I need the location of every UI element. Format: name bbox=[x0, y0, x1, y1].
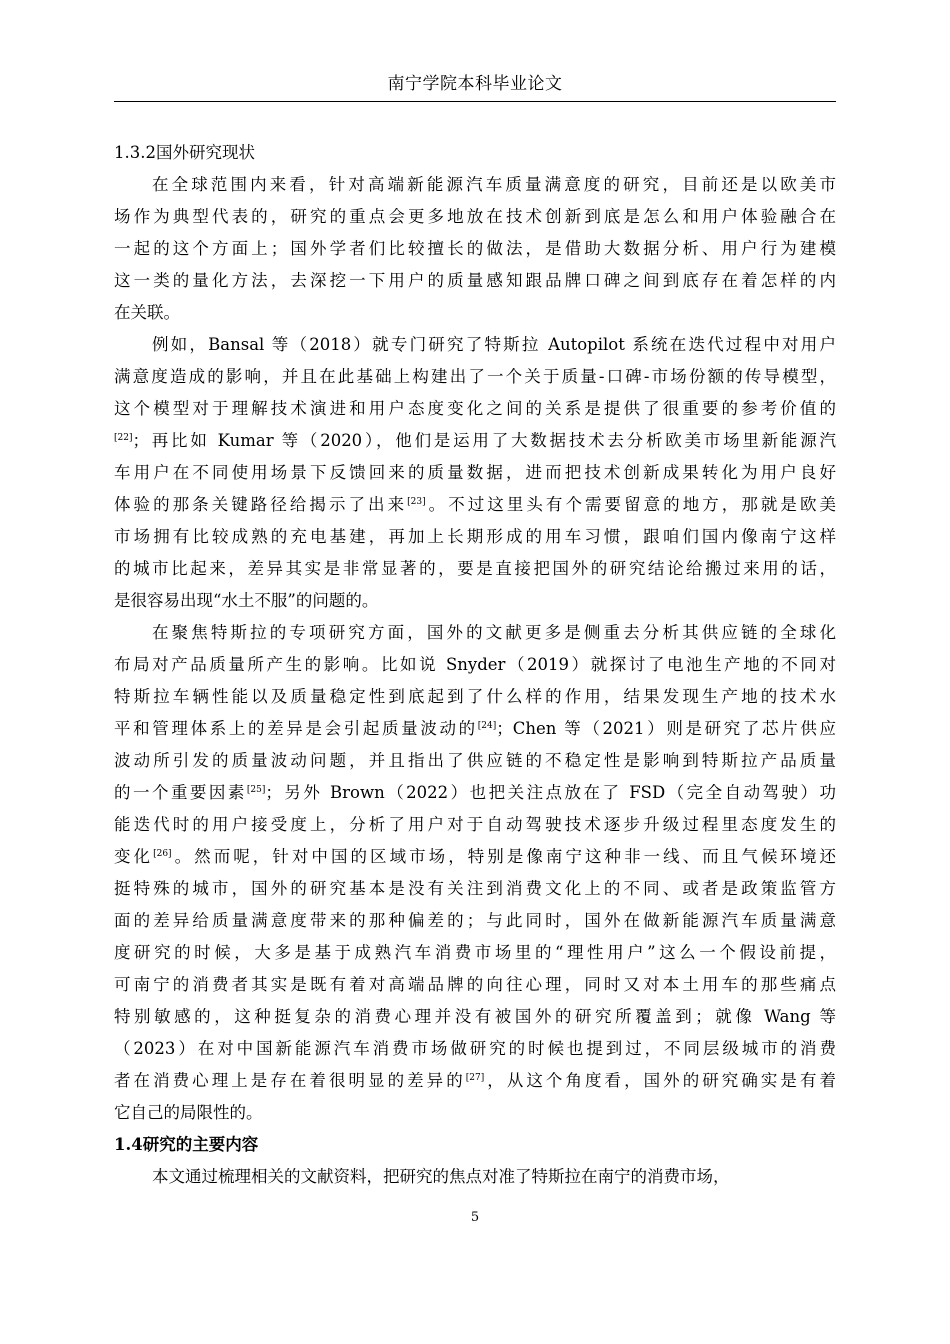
text-segment: 变化 bbox=[114, 847, 154, 866]
text-line: 在聚焦特斯拉的专项研究方面，国外的文献更多是侧重去分析其供应链的全球化 bbox=[152, 623, 836, 642]
paragraph-main-content bbox=[114, 1161, 836, 1193]
paragraph-global-overview bbox=[114, 169, 836, 329]
text-line: 度研究的时候，大多是基于成熟汽车消费市场里的“理性用户”这么一个假设前提， bbox=[114, 943, 836, 962]
text-line: 能迭代时的用户接受度上，分析了用户对于自动驾驶技术逐步升级过程里态度发生的 bbox=[114, 815, 836, 834]
text-line: 布局对产品质量所产生的影响。比如说 Snyder（2019）就探讨了电池生产地的不同对 bbox=[114, 655, 836, 674]
document-body bbox=[114, 137, 836, 1193]
text-line: 在全球范围内来看，针对高端新能源汽车质量满意度的研究，目前还是以欧美市 bbox=[152, 175, 836, 194]
text-line: 特别敏感的，这种挺复杂的消费心理并没有被国外的研究所覆盖到；就像 Wang 等 bbox=[114, 1007, 836, 1026]
text-line: 在关联。 bbox=[114, 303, 180, 322]
text-segment: ；再比如 Kumar 等（2020），他们是运用了大数据技术去分析欧美市场里新能源汽 bbox=[132, 431, 836, 450]
text-line bbox=[114, 713, 836, 745]
page-header: 南宁学院本科毕业论文 bbox=[387, 74, 563, 94]
citation-ref: [22] bbox=[114, 433, 133, 443]
text-line: 一起的这个方面上；国外学者们比较擅长的做法，是借助大数据分析、用户行为建模 bbox=[114, 239, 836, 258]
text-line: 可南宁的消费者其实是既有着对高端品牌的向往心理，同时又对本土用车的那些痛点 bbox=[114, 975, 836, 994]
text-segment: 体验的那条关键路径给揭示了出来 bbox=[114, 495, 408, 514]
text-line bbox=[114, 1065, 836, 1097]
text-segment: 的一个重要因素 bbox=[114, 783, 247, 802]
text-line: （2023）在对中国新能源汽车消费市场做研究的时候也提到过，不同层级城市的消费 bbox=[114, 1039, 836, 1058]
text-segment: ；另外 Brown（2022）也把关注点放在了 FSD（完全自动驾驶）功 bbox=[265, 783, 837, 802]
citation-ref: [24] bbox=[477, 721, 497, 731]
text-segment: 。然而呢，针对中国的区域市场，特别是像南宁这种非一线、而且气候环境还 bbox=[171, 847, 837, 866]
text-line: 场作为典型代表的，研究的重点会更多地放在技术创新到底是怎么和用户体验融合在 bbox=[114, 207, 836, 226]
section-heading-1-3-2: 1.3.2国外研究现状 bbox=[114, 143, 255, 162]
text-segment: 平和管理体系上的差异是会引起质量波动的 bbox=[114, 719, 478, 738]
text-line: 这一类的量化方法，去深挖一下用户的质量感知跟品牌口碑之间到底存在着怎样的内 bbox=[114, 271, 836, 290]
header-rule bbox=[114, 101, 836, 102]
text-line bbox=[114, 425, 836, 457]
text-line: 它自己的局限性的。 bbox=[114, 1103, 263, 1122]
text-line: 是很容易出现“水土不服”的问题的。 bbox=[114, 591, 379, 610]
citation-ref: [27] bbox=[465, 1073, 485, 1083]
paragraph-tesla-studies bbox=[114, 617, 836, 1129]
text-line bbox=[114, 841, 836, 873]
text-segment: ；Chen 等（2021）则是研究了芯片供应 bbox=[496, 719, 836, 738]
text-segment: 。不过这里头有个需要留意的地方，那就是欧美 bbox=[425, 495, 837, 514]
text-line: 波动所引发的质量波动问题，并且指出了供应链的不稳定性是影响到特斯拉产品质量 bbox=[114, 751, 836, 770]
text-line: 挺特殊的城市，国外的研究基本是没有关注到消费文化上的不同、或者是政策监管方 bbox=[114, 879, 836, 898]
text-line: 的城市比起来，差异其实是非常显著的，要是直接把国外的研究结论给搬过来用的话， bbox=[114, 559, 836, 578]
section-heading-1-4: 1.4研究的主要内容 bbox=[114, 1135, 259, 1154]
page-number: 5 bbox=[470, 1210, 480, 1225]
text-line: 本文通过梳理相关的文献资料，把研究的焦点对准了特斯拉在南宁的消费市场， bbox=[152, 1167, 730, 1186]
text-line bbox=[114, 489, 836, 521]
paragraph-examples bbox=[114, 329, 836, 617]
text-line bbox=[114, 777, 836, 809]
text-line: 面的差异给质量满意度带来的那种偏差的；与此同时，国外在做新能源汽车质量满意 bbox=[114, 911, 836, 930]
text-line: 满意度造成的影响，并且在此基础上构建出了一个关于质量-口碑-市场份额的传导模型， bbox=[114, 367, 836, 386]
text-line: 这个模型对于理解技术演进和用户态度变化之间的关系是提供了很重要的参考价值的 bbox=[114, 399, 836, 418]
text-segment: 者在消费心理上是存在着很明显的差异的 bbox=[114, 1071, 466, 1090]
text-line: 特斯拉车辆性能以及质量稳定性到底起到了什么样的作用，结果发现生产地的技术水 bbox=[114, 687, 836, 706]
text-line: 例如，Bansal 等（2018）就专门研究了特斯拉 Autopilot 系统在迭代过程中对用户 bbox=[152, 335, 836, 354]
text-segment: ，从这个角度看，国外的研究确实是有着 bbox=[484, 1071, 837, 1090]
citation-ref: [25] bbox=[246, 785, 266, 795]
text-line: 市场拥有比较成熟的充电基建，再加上长期形成的用车习惯，跟咱们国内像南宁这样 bbox=[114, 527, 836, 546]
citation-ref: [26] bbox=[153, 849, 172, 859]
citation-ref: [23] bbox=[407, 497, 426, 507]
text-line: 车用户在不同使用场景下反馈回来的质量数据，进而把技术创新成果转化为用户良好 bbox=[114, 463, 836, 482]
